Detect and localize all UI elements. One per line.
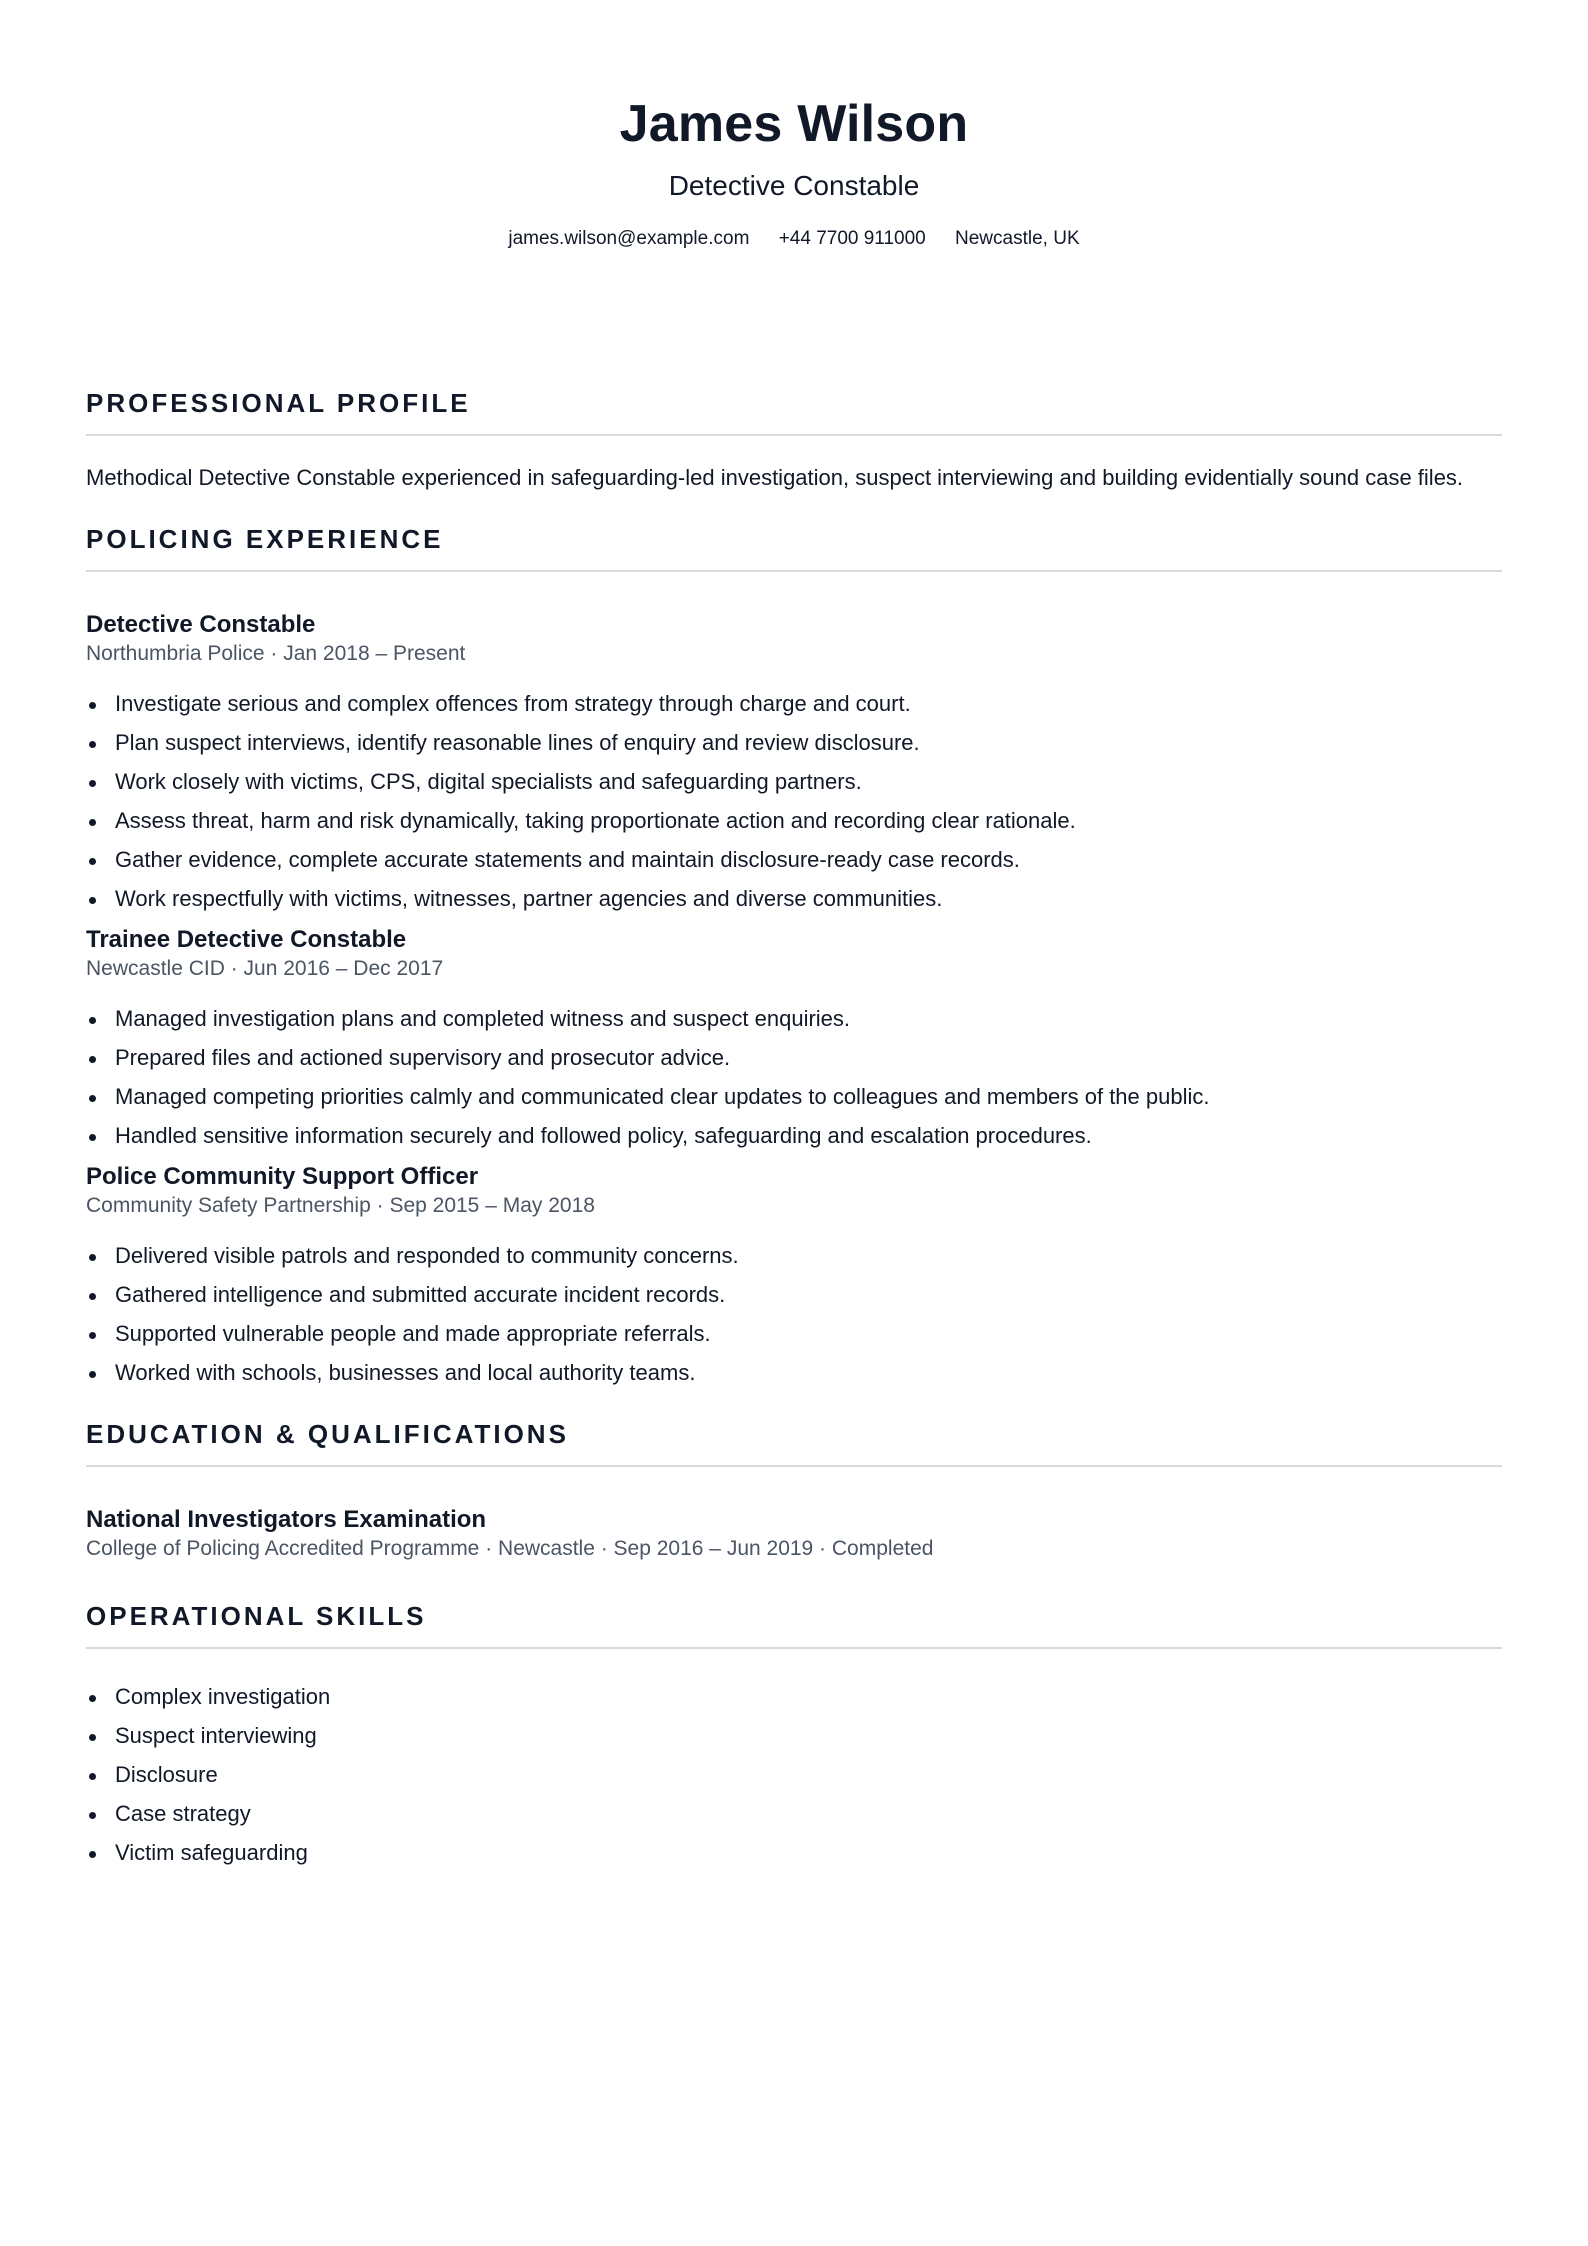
- list-item: Managed competing priorities calmly and communicated clear updates to colleagues and members of the public.: [86, 1083, 1502, 1111]
- skill-item: Victim safeguarding: [86, 1839, 1502, 1867]
- contact-email: james.wilson@example.com: [508, 228, 750, 249]
- list-item: Supported vulnerable people and made appropriate referrals.: [86, 1320, 1502, 1348]
- job-meta: Northumbria Police · Jan 2018 – Present: [86, 642, 466, 665]
- list-item: Work closely with victims, CPS, digital specialists and safeguarding partners.: [86, 768, 1502, 796]
- contact-phone: +44 7700 911000: [778, 228, 926, 249]
- section-heading-experience: POLICING EXPERIENCE: [86, 522, 1502, 572]
- skills-list: [86, 1683, 1502, 1867]
- education-meta: College of Policing Accredited Programme · Newcastle · Sep 2016 – Jun 2019 · Completed: [86, 1537, 934, 1560]
- skill-item: Suspect interviewing: [86, 1722, 1502, 1750]
- list-item: Gathered intelligence and submitted accurate incident records.: [86, 1281, 1502, 1309]
- job-bullets: [86, 1005, 1502, 1150]
- resume-header: [86, 0, 1502, 252]
- list-item: Investigate serious and complex offences from strategy through charge and court.: [86, 690, 1502, 718]
- list-item: Gather evidence, complete accurate statements and maintain disclosure-ready case records.: [86, 846, 1502, 874]
- job-meta: Newcastle CID · Jun 2016 – Dec 2017: [86, 957, 444, 980]
- section-heading-skills: OPERATIONAL SKILLS: [86, 1599, 1502, 1649]
- contact-line: [86, 226, 1502, 252]
- job-entry: [86, 610, 1502, 913]
- skill-item: Disclosure: [86, 1761, 1502, 1789]
- job-title: Trainee Detective Constable: [86, 926, 407, 953]
- contact-location: Newcastle, UK: [955, 228, 1080, 249]
- job-entry: [86, 1162, 1502, 1387]
- education-title: National Investigators Examination: [86, 1506, 487, 1533]
- profile-text: Methodical Detective Constable experienced in safeguarding-led investigation, suspect interviewing and building evidentially sound case files.: [86, 465, 1464, 490]
- section-heading-education: EDUCATION & QUALIFICATIONS: [86, 1417, 1502, 1467]
- job-bullets: [86, 690, 1502, 913]
- experience-section: [86, 522, 1502, 1387]
- list-item: Managed investigation plans and completed witness and suspect enquiries.: [86, 1005, 1502, 1033]
- list-item: Worked with schools, businesses and local authority teams.: [86, 1359, 1502, 1387]
- list-item: Handled sensitive information securely and followed policy, safeguarding and escalation procedures.: [86, 1122, 1502, 1150]
- section-heading-profile: PROFESSIONAL PROFILE: [86, 386, 1502, 436]
- education-entry: [86, 1505, 1502, 1563]
- skills-section: [86, 1599, 1502, 1867]
- skill-item: Complex investigation: [86, 1683, 1502, 1711]
- list-item: Delivered visible patrols and responded to community concerns.: [86, 1242, 1502, 1270]
- list-item: Work respectfully with victims, witnesses, partner agencies and diverse communities.: [86, 885, 1502, 913]
- job-title: Detective Constable: [86, 611, 316, 638]
- education-section: [86, 1417, 1502, 1563]
- profile-section: [86, 386, 1502, 494]
- job-title: Police Community Support Officer: [86, 1163, 479, 1190]
- list-item: Assess threat, harm and risk dynamically, taking proportionate action and recording clear rationale.: [86, 807, 1502, 835]
- candidate-name: James Wilson: [619, 95, 969, 153]
- list-item: Plan suspect interviews, identify reasonable lines of enquiry and review disclosure.: [86, 729, 1502, 757]
- candidate-title: Detective Constable: [668, 170, 920, 201]
- job-bullets: [86, 1242, 1502, 1387]
- skill-item: Case strategy: [86, 1800, 1502, 1828]
- job-meta: Community Safety Partnership · Sep 2015 – May 2018: [86, 1194, 595, 1217]
- list-item: Prepared files and actioned supervisory and prosecutor advice.: [86, 1044, 1502, 1072]
- job-entry: [86, 925, 1502, 1150]
